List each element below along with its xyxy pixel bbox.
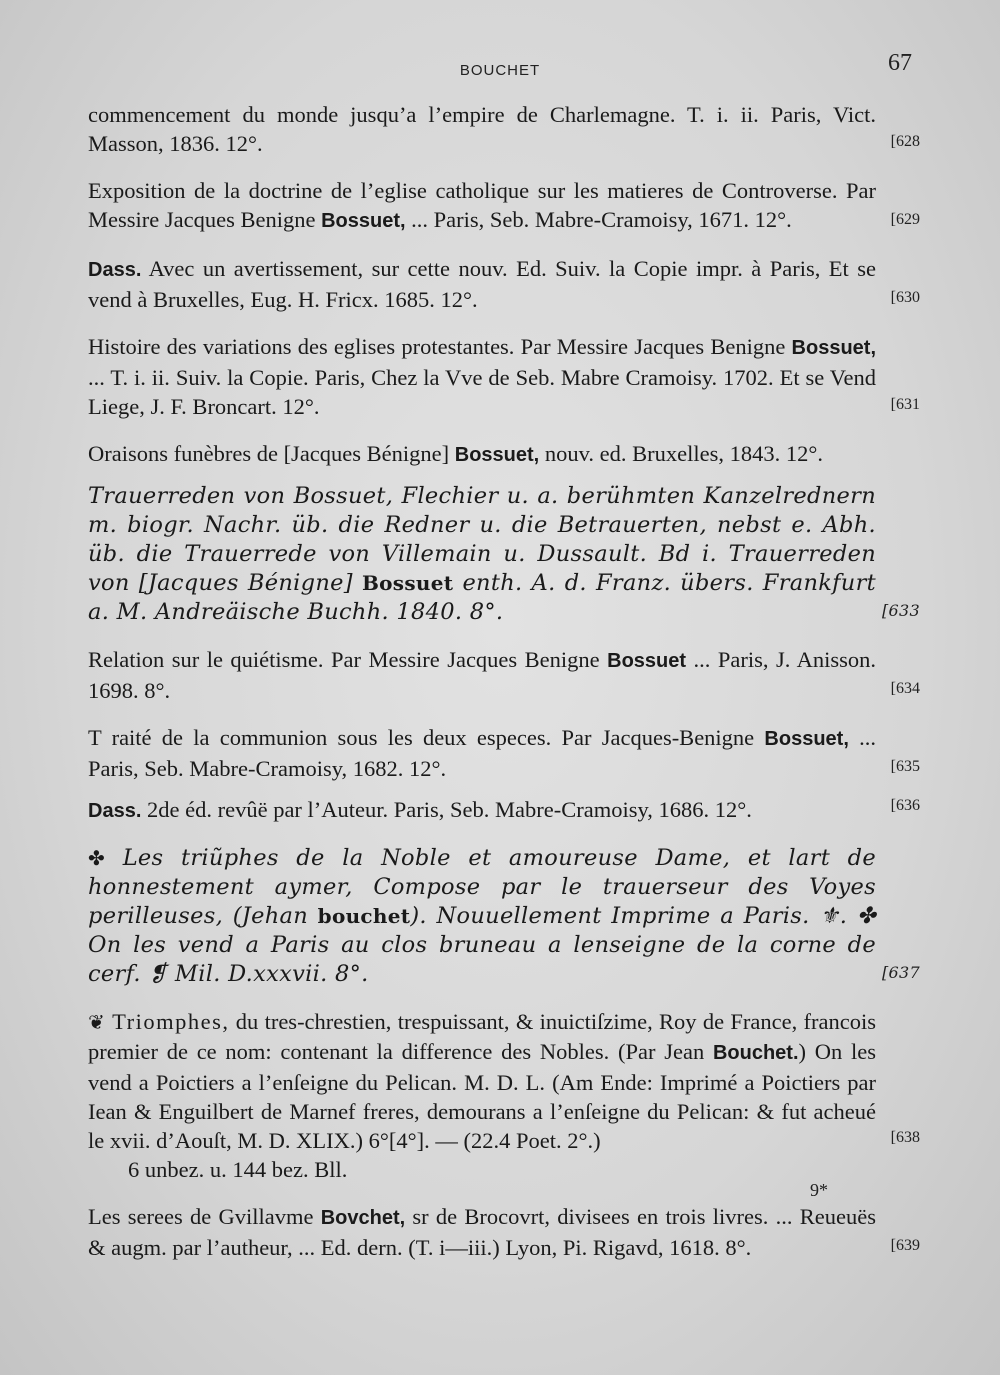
entry-632 — [88, 439, 920, 470]
entry-637 — [88, 844, 920, 989]
entry-628 — [88, 100, 920, 158]
author-name: Bovchet, — [320, 1207, 406, 1229]
running-head: BOUCHET — [459, 62, 541, 79]
entry-638 — [88, 1007, 920, 1184]
ditto-marker: Dass. — [88, 259, 142, 281]
entry-text: 2de éd. revûë par l’Auteur. Paris, Seb. Mabre-Cramoisy, 1686. 12°. — [141, 797, 752, 822]
entry-639 — [88, 1202, 920, 1262]
author-name: Bossuet, — [764, 728, 849, 750]
title-word: Triomphes, — [104, 1009, 230, 1034]
entry-text: T raité de la communion sous les deux especes. Par Jacques-Benigne — [88, 725, 765, 750]
author-name: Bossuet, — [454, 444, 540, 466]
entry-text: ) On les vend a Poictiers a l’enſeigne du Pelican. M. D. L. (Am Ende: Imprimé a Poictiers par Iean & Enguilbert de Marnef freres, demourans a l’enſeigne du Pelican: & fut acheué le xvii. d’Aouſt, M. D. XLIX.) 6°[4°]. — (22.4 Poet. 2°.) — [88, 1039, 876, 1153]
entry-text: Avec un avertissement, sur cette nouv. Ed. Suiv. la Copie impr. à Paris, Et se vend à Bruxelles, Eug. H. Fricx. 1685. 12°. — [88, 256, 876, 312]
entry-number: [637 — [882, 963, 920, 982]
entry-631 — [88, 332, 920, 421]
entry-number: [634 — [890, 680, 920, 697]
author-name: Bossuet — [361, 571, 454, 595]
entry-number: [635 — [890, 758, 920, 775]
entry-text: Les triũphes de la Noble et amoureuse Dame, et lart de honnestement aymer, Compose par le trauerseur des Voyes perilleuses, (Jehan — [88, 845, 876, 929]
fleuron-icon: ✤ — [88, 846, 106, 870]
entry-text: commencement du monde jusqu’a l’empire de Charlemagne. T. i. ii. Paris, Vict. Masson, 1836. 12°. — [88, 102, 876, 156]
entry-text: Trauerreden von Bossuet, Flechier u. a. berühmten Kanzelrednern m. biogr. Nachr. üb. die Redner u. die Betrauerten, nebst e. Abh. üb. die Trauerrede von Villemain u. Dussault. Bd i. Trauerreden von [Jacques Bénigne] — [88, 483, 876, 596]
entry-text: ... Paris, J. Anisson. 1698. 8°. — [88, 647, 877, 703]
entry-text: Relation sur le quiétisme. Par Messire Jacques Benigne — [88, 647, 608, 672]
entry-text: sr de Brocovrt, divisees en trois livres. ... Reueuës & augm. par l’autheur, ... Ed. dern. (T. i—iii.) Lyon, Pi. Rigavd, 1618. 8°. — [88, 1204, 877, 1260]
page-number: 67 — [888, 50, 912, 76]
entry-number: [630 — [890, 289, 920, 306]
fleuron-icon: ❦ — [88, 1010, 105, 1034]
entry-630 — [88, 254, 920, 314]
entry-text: Les serees de Gvillavme — [88, 1204, 321, 1229]
entry-number: [639 — [890, 1237, 920, 1254]
entry-633 — [88, 482, 920, 627]
entry-635 — [88, 723, 920, 783]
signature-mark: 9* — [810, 1180, 828, 1200]
author-name: bouchet — [317, 904, 411, 928]
entry-629 — [88, 176, 920, 236]
author-name: Bouchet. — [712, 1042, 799, 1064]
entry-634 — [88, 645, 920, 705]
entry-text: Histoire des variations des eglises protestantes. Par Messire Jacques Benigne — [88, 334, 792, 359]
entry-text: ... Paris, Seb. Mabre-Cramoisy, 1671. 12°. — [405, 207, 792, 232]
entry-text: nouv. ed. Bruxelles, 1843. 12°. — [539, 441, 823, 466]
entry-text: du tres-chrestien, trespuissant, & inuictiſzime, Roy de France, francois premier de ce nom: contenant la difference des Nobles. (Par Jean — [88, 1009, 876, 1064]
entry-number: [628 — [890, 133, 920, 150]
author-name: Bossuet — [607, 650, 687, 672]
entry-text: Exposition de la doctrine de l’eglise catholique sur les matieres de Controverse. Par Messire Jacques Benigne — [88, 178, 876, 232]
author-name: Bossuet, — [791, 337, 876, 359]
entry-number: [633 — [882, 601, 920, 620]
entry-636 — [88, 795, 920, 826]
collation-note: 6 unbez. u. 144 bez. Bll. — [128, 1157, 348, 1182]
ditto-marker: Dass. — [88, 800, 142, 822]
author-name: Bossuet, — [321, 210, 406, 232]
entry-text: ... T. i. ii. Suiv. la Copie. Paris, Chez la Vve de Seb. Mabre Cramoisy. 1702. Et se Vend Liege, J. F. Broncart. 12°. — [88, 365, 876, 419]
entry-number: [631 — [890, 396, 920, 413]
entry-text: ... Paris, Seb. Mabre-Cramoisy, 1682. 12°. — [88, 725, 877, 781]
entry-number: [636 — [890, 797, 920, 814]
bibliography-entries — [88, 100, 920, 1280]
entry-number: [638 — [890, 1129, 920, 1146]
entry-number: [629 — [890, 211, 920, 228]
entry-text: Oraisons funèbres de [Jacques Bénigne] — [88, 441, 455, 466]
entry-text: ). Nouuellement Imprime a Paris. ⚜. ✤ On les vend a Paris au clos bruneau a lenseigne de la corne de cerf. ❡ Mil. D.xxxvii. 8°. — [88, 903, 876, 987]
entry-text: enth. A. d. Franz. übers. Frankfurt a. M. Andreäische Buchh. 1840. 8°. — [88, 570, 876, 625]
